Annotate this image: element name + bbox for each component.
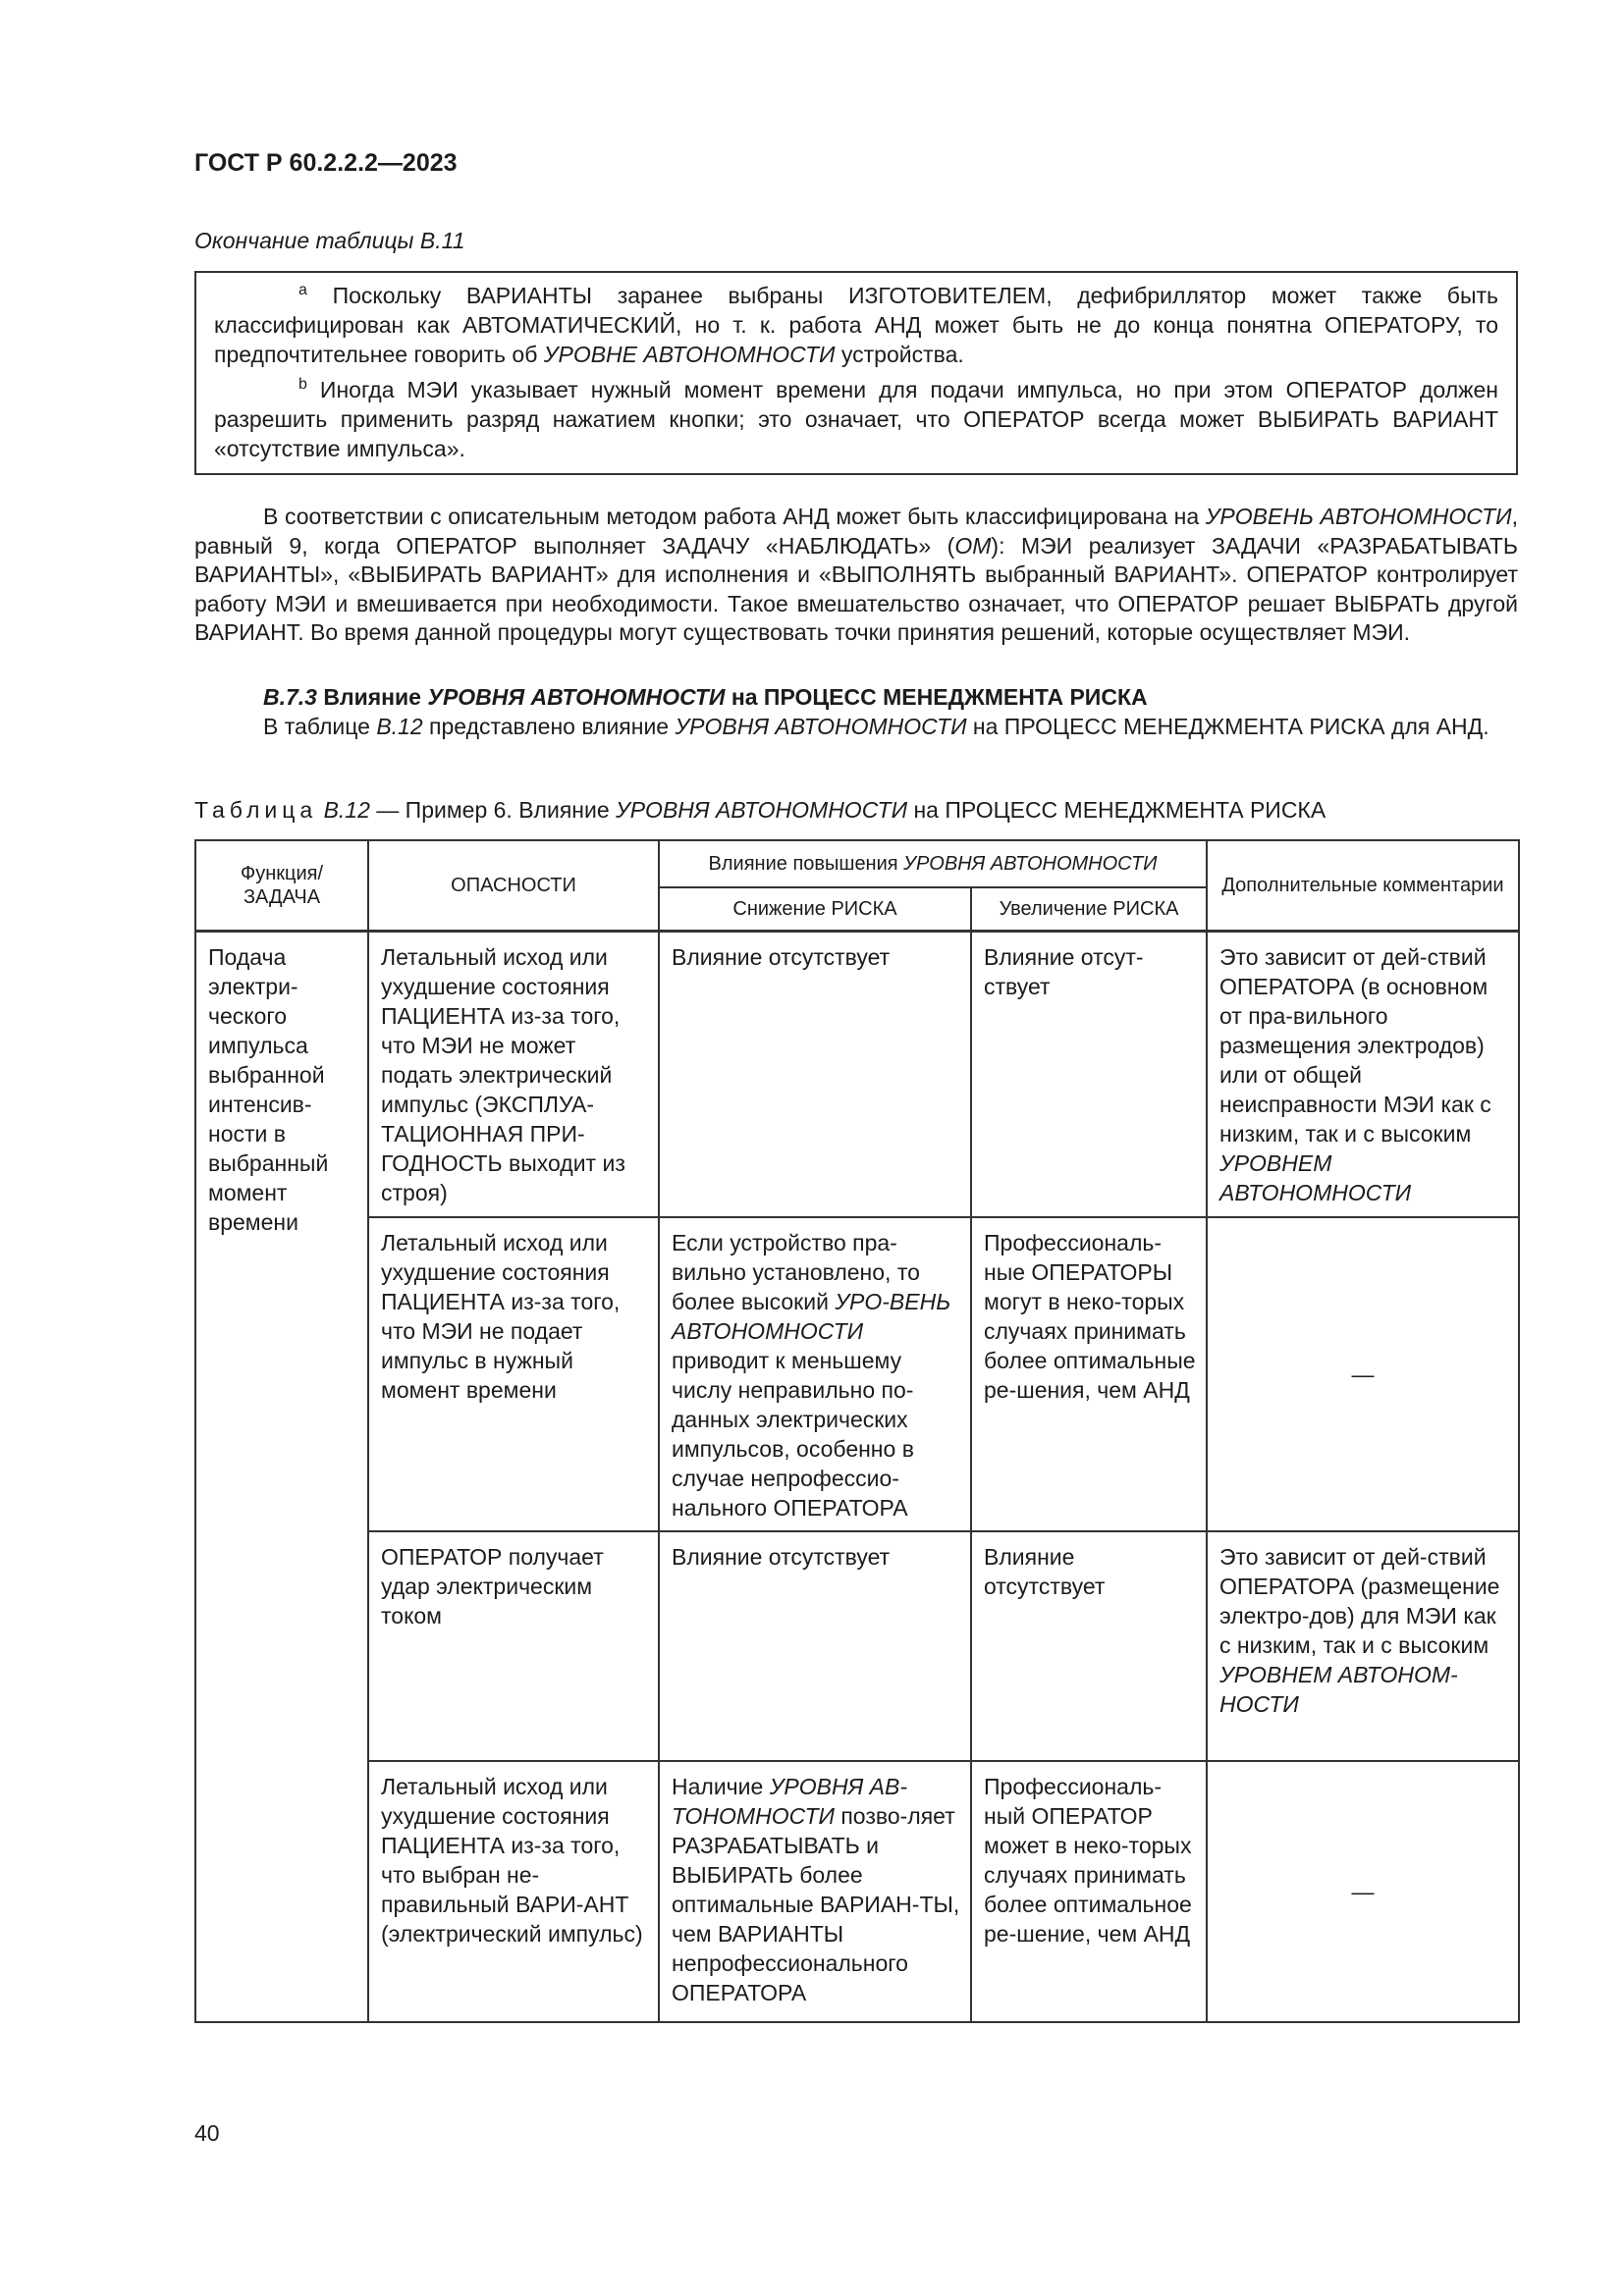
header-influence-italic: УРОВНЯ АВТОНОМНОСТИ — [903, 853, 1158, 875]
comment-cell — [1207, 931, 1519, 1217]
comment-cell: — — [1207, 1217, 1519, 1531]
section-number: В.7.3 — [263, 684, 317, 710]
header-function: Функция/ ЗАДАЧА — [195, 840, 368, 931]
header-influence — [659, 840, 1207, 887]
p1-italic-b: ОМ — [954, 532, 992, 559]
note-a-text: Поскольку ВАРИАНТЫ заранее выбраны ИЗГОТОВИТЕЛЕМ, дефибриллятор может также быть классифицирован как АВТОМАТИЧЕСКИЙ, но т. к. работа АНД может быть не до конца понятна ОПЕРАТОРУ, то предпочтительнее говорить об — [214, 283, 1498, 367]
header-risk-decrease: Снижение РИСКА — [659, 887, 971, 931]
heading-italic: УРОВНЯ АВТОНОМНОСТИ — [427, 684, 726, 710]
table-notes-box — [194, 271, 1518, 475]
page-number: 40 — [194, 2120, 220, 2146]
comment-italic: УРОВНЕМ АВТОНОМ-НОСТИ — [1219, 1662, 1458, 1717]
function-cell: Подача электри-ческого импульса выбранной интенсив-ности в выбранный момент времени — [195, 931, 368, 2022]
p3-text-a: В таблице — [263, 714, 377, 739]
risk-decrease-cell — [659, 1217, 971, 1531]
note-a-marker: a — [298, 282, 307, 299]
risk-decrease-cell: Влияние отсутствует — [659, 931, 971, 1217]
table-continuation-caption: Окончание таблицы В.11 — [194, 228, 465, 253]
decrease-text-b: приводит к меньшему числу неправильно по-данных электрических импульсов, особенно в случае непрофессио-нального ОПЕРАТОРА — [672, 1348, 914, 1521]
p1-text-a: В соответствии с описательным методом работа АНД может быть классифицирована на — [263, 504, 1206, 529]
decrease-text-a: Если устройство пра-вильно установлено, то более высокий — [672, 1230, 920, 1314]
heading-text-a: Влияние — [316, 684, 428, 710]
p3-italic-b: УРОВНЯ АВТОНОМНОСТИ — [675, 714, 967, 739]
decrease-text-b: позво-ляет РАЗРАБАТЫВАТЬ и ВЫБИРАТЬ более оптимальные ВАРИАН-ТЫ, чем ВАРИАНТЫ непрофессионального ОПЕРАТОРА — [672, 1803, 960, 2005]
heading-text-b: на ПРОЦЕСС МЕНЕДЖМЕНТА РИСКА — [725, 684, 1148, 710]
note-a-italic: УРОВНЕ АВТОНОМНОСТИ — [543, 342, 836, 367]
comment-cell: — — [1207, 1761, 1519, 2022]
table-caption-text-a: — Пример 6. Влияние — [369, 797, 617, 823]
comment-cell — [1207, 1531, 1519, 1761]
table-caption — [194, 797, 1326, 824]
note-a-tail: устройства. — [835, 342, 964, 367]
comment-italic: УРОВНЕМ АВТОНОМНОСТИ — [1219, 1149, 1412, 1205]
table-row — [195, 1761, 1519, 2022]
table-caption-number: В.12 — [323, 797, 370, 823]
header-comments: Дополнительные комментарии — [1207, 840, 1519, 931]
decrease-italic: УРОВНЯ АВ-ТОНОМНОСТИ — [672, 1774, 907, 1829]
table-caption-word: Таблица — [194, 797, 318, 823]
decrease-italic: УРО-ВЕНЬ АВТОНОМНОСТИ — [672, 1289, 951, 1344]
hazard-cell: Летальный исход или ухудшение состояния ПАЦИЕНТА из-за того, что МЭИ не может подать электрический импульс (ЭКСПЛУА-ТАЦИОННАЯ ПРИ-ГОДНОСТЬ выходит из строя) — [368, 931, 659, 1217]
header-risk-increase: Увеличение РИСКА — [971, 887, 1207, 931]
p3-text-c: на ПРОЦЕСС МЕНЕДЖМЕНТА РИСКА для АНД. — [966, 714, 1489, 739]
hazard-cell: Летальный исход или ухудшение состояния ПАЦИЕНТА из-за того, что выбран не-правильный ВАРИ-АНТ (электрический импульс) — [368, 1761, 659, 2022]
hazard-cell: ОПЕРАТОР получает удар электрическим током — [368, 1531, 659, 1761]
table-row — [195, 931, 1519, 1217]
risk-decrease-cell: Влияние отсутствует — [659, 1531, 971, 1761]
comment-text: Это зависит от дей-ствий ОПЕРАТОРА (в основном от пра-вильного размещения электродов) или от общей неисправности МЭИ как с низким, так и с высоким — [1219, 943, 1491, 1147]
paragraph-classification — [194, 503, 1518, 648]
risk-decrease-cell — [659, 1761, 971, 2022]
table-row — [195, 1531, 1519, 1761]
p3-text-b: представлено влияние — [422, 714, 676, 739]
p1-text-c: ): МЭИ реализует ЗАДАЧИ «РАЗРАБАТЫВАТЬ ВАРИАНТЫ», «ВЫБИРАТЬ ВАРИАНТ» для исполнения и «ВЫПОЛНЯТЬ выбранный ВАРИАНТ». ОПЕРАТОР контролирует работу МЭИ и вмешивается при необходимости. Такое вмешательство означает, что ОПЕРАТОР решает ВЫБРАТЬ другой ВАРИАНТ. Во время данной процедуры могут существовать точки принятия решений, которые осуществляет МЭИ. — [194, 532, 1519, 645]
risk-increase-cell: Влияние отсутствует — [971, 1531, 1207, 1761]
header-influence-text: Влияние повышения — [708, 853, 904, 875]
table-caption-italic: УРОВНЯ АВТОНОМНОСТИ — [616, 797, 908, 823]
risk-increase-cell: Профессиональ-ный ОПЕРАТОР может в неко-торых случаях принимать более оптимальное ре-шение, чем АНД — [971, 1761, 1207, 2022]
table-row — [195, 1217, 1519, 1531]
note-b-text: Иногда МЭИ указывает нужный момент времени для подачи импульса, но при этом ОПЕРАТОР должен разрешить применить разряд нажатием кнопки; это означает, что ОПЕРАТОР всегда может ВЫБИРАТЬ ВАРИАНТ «отсутствие импульса». — [214, 377, 1498, 461]
p3-italic-a: В.12 — [376, 714, 423, 739]
note-a — [214, 281, 1498, 369]
note-b — [214, 375, 1498, 463]
risk-increase-cell: Влияние отсут-ствует — [971, 931, 1207, 1217]
risk-increase-cell: Профессиональ-ные ОПЕРАТОРЫ могут в неко-торых случаях принимать более оптимальные ре-шения, чем АНД — [971, 1217, 1207, 1531]
decrease-text-a: Наличие — [672, 1774, 770, 1799]
section-heading — [194, 683, 1518, 713]
p1-italic-a: УРОВЕНЬ АВТОНОМНОСТИ — [1205, 504, 1512, 529]
comment-text: Это зависит от дей-ствий ОПЕРАТОРА (размещение электро-дов) для МЭИ как с низким, так и с высоким — [1219, 1544, 1500, 1658]
paragraph-table-intro — [194, 713, 1518, 742]
risk-influence-table — [194, 839, 1520, 2023]
note-b-marker: b — [298, 376, 307, 394]
header-hazards: ОПАСНОСТИ — [368, 840, 659, 931]
standard-header: ГОСТ Р 60.2.2.2—2023 — [194, 149, 458, 177]
table-caption-text-b: на ПРОЦЕСС МЕНЕДЖМЕНТА РИСКА — [907, 797, 1326, 823]
hazard-cell: Летальный исход или ухудшение состояния ПАЦИЕНТА из-за того, что МЭИ не подает импульс в нужный момент времени — [368, 1217, 659, 1531]
p1-text-b: , равный 9, когда ОПЕРАТОР выполняет ЗАДАЧУ «НАБЛЮДАТЬ» ( — [194, 504, 1519, 559]
